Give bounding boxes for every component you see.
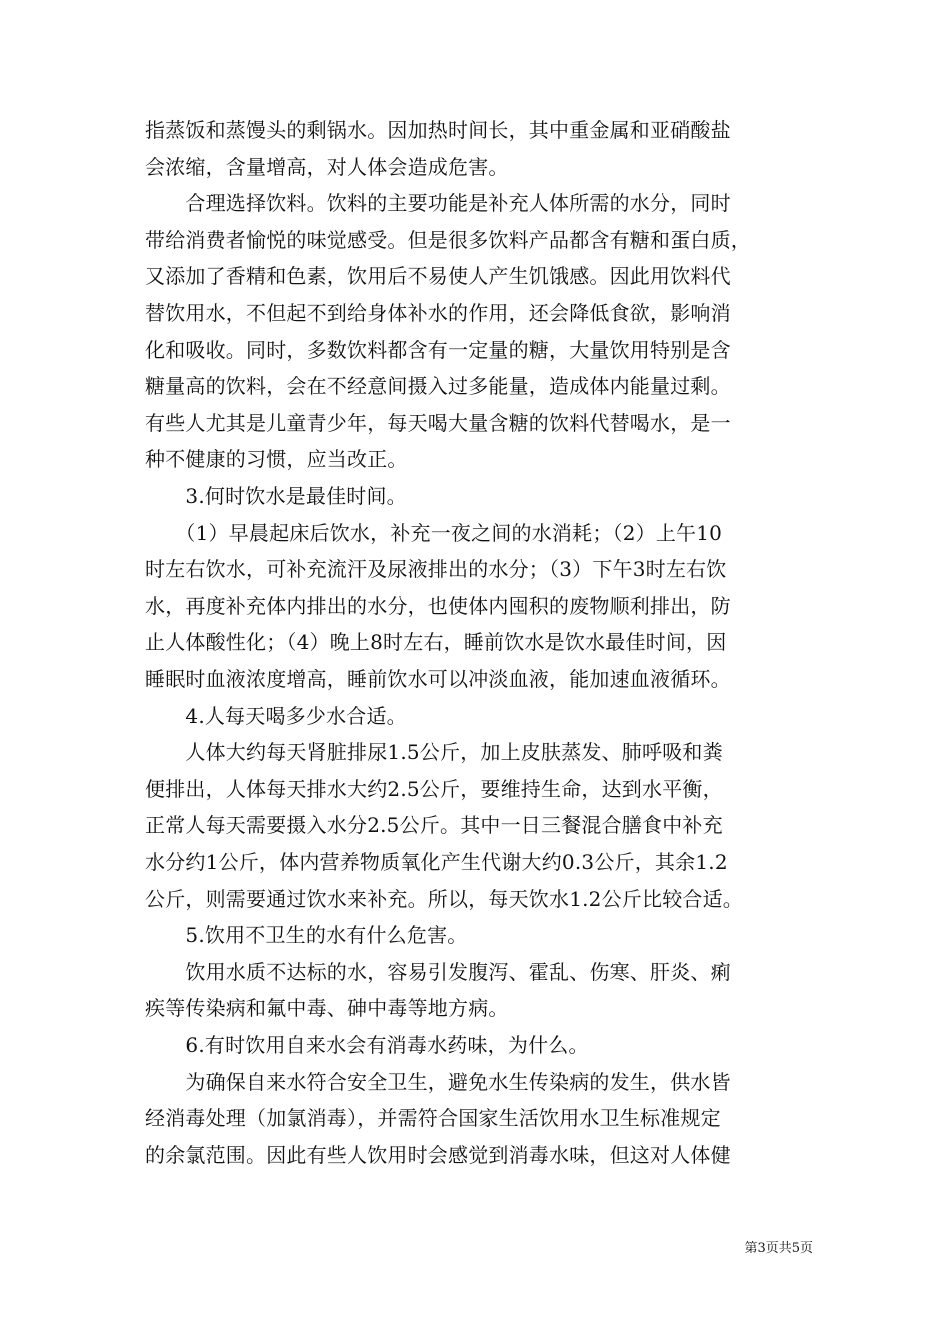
text-line: 水，再度补充体内排出的水分，也使体内囤积的废物顺利排出，防	[145, 593, 731, 618]
text-line: 睡眠时血液浓度增高，睡前饮水可以冲淡血液，能加速血液循环。	[145, 667, 731, 691]
text-line: 水分约1公斤，体内营养物质氧化产生代谢大约0.3公斤，其余1.2	[145, 850, 728, 874]
text-line: 5.饮用不卫生的水有什么危害。	[145, 923, 468, 948]
text-line: 人体大约每天肾脏排尿1.5公斤，加上皮肤蒸发、肺呼吸和粪	[145, 740, 723, 765]
text-line: 糖量高的饮料，会在不经意间摄入过多能量，造成体内能量过剩。	[145, 374, 731, 399]
text-line: 又添加了香精和色素，饮用后不易使人产生饥饿感。因此用饮料代	[145, 264, 731, 289]
text-line: 有些人尤其是儿童青少年，每天喝大量含糖的饮料代替喝水，是一	[145, 410, 731, 435]
text-line: 的余氯范围。因此有些人饮用时会感觉到消毒水味，但这对人体健	[145, 1142, 731, 1167]
page-number: 第3页共5页	[744, 1241, 813, 1256]
text-line: 为确保自来水符合安全卫生，避免水生传染病的发生，供水皆	[145, 1069, 731, 1094]
text-line: 种不健康的习惯，应当改正。	[145, 447, 408, 472]
text-line: 指蒸饭和蒸馒头的剩锅水。因加热时间长，其中重金属和亚硝酸盐	[145, 118, 731, 142]
text-line: 6.有时饮用自来水会有消毒水药味，为什么。	[145, 1033, 589, 1057]
text-line: 经消毒处理（加氯消毒），并需符合国家生活饮用水卫生标准规定	[145, 1106, 721, 1131]
text-line: 合理选择饮料。饮料的主要功能是补充人体所需的水分，同时	[145, 191, 731, 216]
text-line: 疾等传染病和氟中毒、砷中毒等地方病。	[145, 996, 509, 1021]
text-line: 3.何时饮水是最佳时间。	[145, 484, 407, 508]
text-line: 替饮用水，不但起不到给身体补水的作用，还会降低食欲，影响消	[145, 301, 731, 325]
text-line: 饮用水质不达标的水，容易引发腹泻、霍乱、伤寒、肝炎、痢	[145, 959, 731, 984]
text-line: （1）早晨起床后饮水，补充一夜之间的水消耗；（2）上午10	[145, 520, 723, 545]
text-line: 止人体酸性化；（4）晚上8时左右，睡前饮水是饮水最佳时间，因	[145, 630, 727, 655]
text-line: 化和吸收。同时，多数饮料都含有一定量的糖，大量饮用特别是含	[145, 337, 731, 362]
text-line: 4.人每天喝多少水合适。	[145, 703, 407, 728]
text-line: 便排出，人体每天排水大约2.5公斤，要维持生命，达到水平衡，	[145, 776, 723, 801]
text-line: 公斤，则需要通过饮水来补充。所以，每天饮水1.2公斤比较合适。	[145, 886, 744, 911]
text-line: 会浓缩，含量增高，对人体会造成危害。	[145, 154, 509, 179]
text-line: 时左右饮水，可补充流汗及尿液排出的水分；（3）下午3时左右饮	[145, 557, 727, 582]
text-line: 正常人每天需要摄入水分2.5公斤。其中一日三餐混合膳食中补充	[145, 813, 723, 838]
text-line: 带给消费者愉悦的味觉感受。但是很多饮料产品都含有糖和蛋白质，	[145, 227, 751, 252]
